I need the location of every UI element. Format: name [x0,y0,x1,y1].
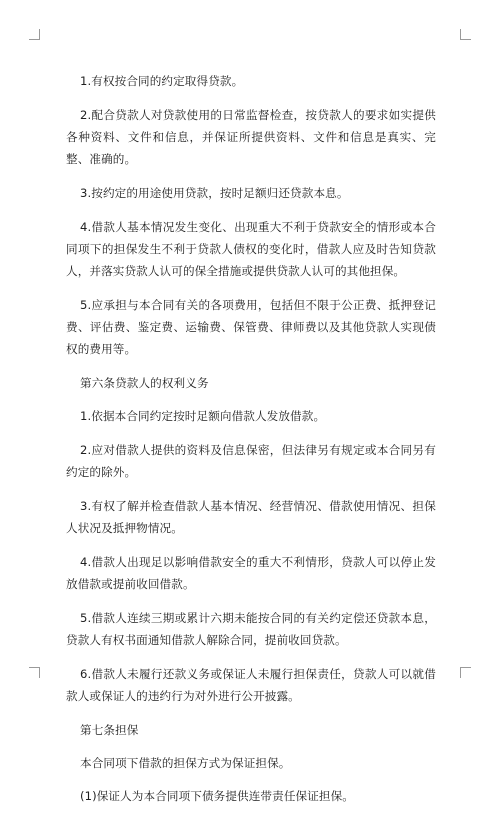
page-corner-mark-top-right [460,29,471,40]
paragraph-borrower-duty-3: 3.按约定的用途使用贷款，按时足额归还贷款本息。 [80,186,349,200]
paragraph-lender-right-6: 6.借款人未履行还款义务或保证人未履行担保责任，贷款人可以就借款人或保证人的违约行为对外进行公开披露。 [66,667,436,703]
paragraph-guarantee-method: 本合同项下借款的担保方式为保证担保。 [80,756,291,770]
document-body [66,70,436,818]
section-heading-article-7: 第七条担保 [80,723,139,737]
paragraph-borrower-duty-4: 4.借款人基本情况发生变化、出现重大不利于贷款安全的情形或本合同项下的担保发生不利于贷款人债权的变化时，借款人应及时告知贷款人，并落实贷款人认可的保全措施或提供贷款人认可的其他担保。 [66,220,436,278]
paragraph-guarantor-liability: (1)保证人为本合同项下债务提供连带责任保证担保。 [80,789,354,803]
paragraph-lender-duty-2: 2.应对借款人提供的资料及信息保密，但法律另有规定或本合同另有约定的除外。 [66,443,436,479]
paragraph-borrower-right-1: 1.有权按合同的约定取得贷款。 [80,74,244,88]
page-corner-mark-bottom-left [29,667,40,678]
paragraph-lender-right-3: 3.有权了解并检查借款人基本情况、经营情况、借款使用情况、担保人状况及抵押物情况。 [66,499,436,535]
page-corner-mark-top-left [29,29,40,40]
paragraph-lender-right-4: 4.借款人出现足以影响借款安全的重大不利情形，贷款人可以停止发放借款或提前收回借款。 [66,555,436,591]
paragraph-borrower-duty-2: 2.配合贷款人对贷款使用的日常监督检查，按贷款人的要求如实提供各种资料、文件和信息，并保证所提供资料、文件和信息是真实、完整、准确的。 [66,108,436,166]
paragraph-borrower-duty-5: 5.应承担与本合同有关的各项费用，包括但不限于公正费、抵押登记费、评估费、鉴定费、运输费、保管费、律师费以及其他贷款人实现债权的费用等。 [66,298,436,356]
paragraph-lender-duty-1: 1.依据本合同约定按时足额向借款人发放借款。 [80,409,326,423]
section-heading-article-6: 第六条贷款人的权利义务 [80,376,209,390]
page-corner-mark-bottom-right [460,667,471,678]
paragraph-lender-right-5: 5.借款人连续三期或累计六期未能按合同的有关约定偿还贷款本息，贷款人有权书面通知借款人解除合同，提前收回贷款。 [66,611,436,647]
